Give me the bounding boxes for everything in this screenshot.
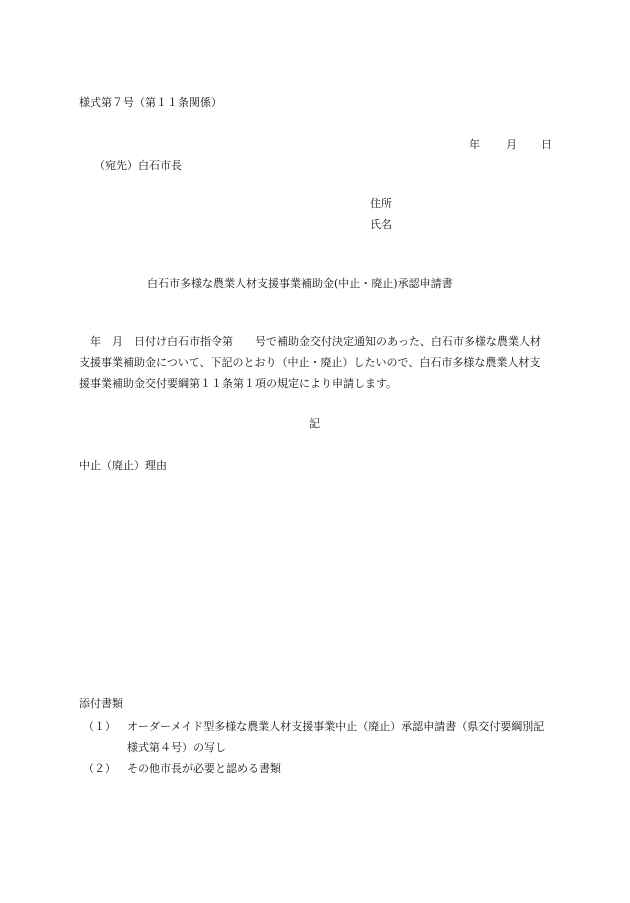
- attachment-item-number: （１）: [83, 720, 116, 733]
- attachment-item-text: その他市長が必要と認める書類: [127, 762, 281, 775]
- attachment-item-text: オーダーメイド型多様な農業人材支援事業中止（廃止）承認申請書（県交付要綱別記様式第４号）の写し: [127, 720, 545, 754]
- body-paragraph: 年 月 日付け白石市指令第 号で補助金交付決定通知のあった、白石市多様な農業人材支援事業補助金について、下記のとおり（中止・廃止）したいので、白石市多様な農業人材支援事業補助金交付要綱第１１条第１項の規定により申請します。: [79, 335, 541, 390]
- addressee: （宛先）白石市長: [94, 159, 182, 172]
- name-label: 氏名: [370, 218, 392, 231]
- attachment-item-number: （２）: [83, 762, 116, 775]
- reason-label: 中止（廃止）理由: [79, 459, 167, 472]
- date-year: 年: [469, 138, 480, 151]
- attachments-heading: 添付書類: [79, 697, 123, 710]
- address-label: 住所: [370, 197, 392, 210]
- document-title: 白石市多様な農業人材支援事業補助金(中止・廃止)承認申請書: [147, 277, 453, 290]
- date-day: 日: [541, 138, 552, 151]
- ki-label: 記: [309, 417, 320, 430]
- date-month: 月: [506, 138, 517, 151]
- form-number: 様式第７号（第１１条関係）: [79, 96, 222, 109]
